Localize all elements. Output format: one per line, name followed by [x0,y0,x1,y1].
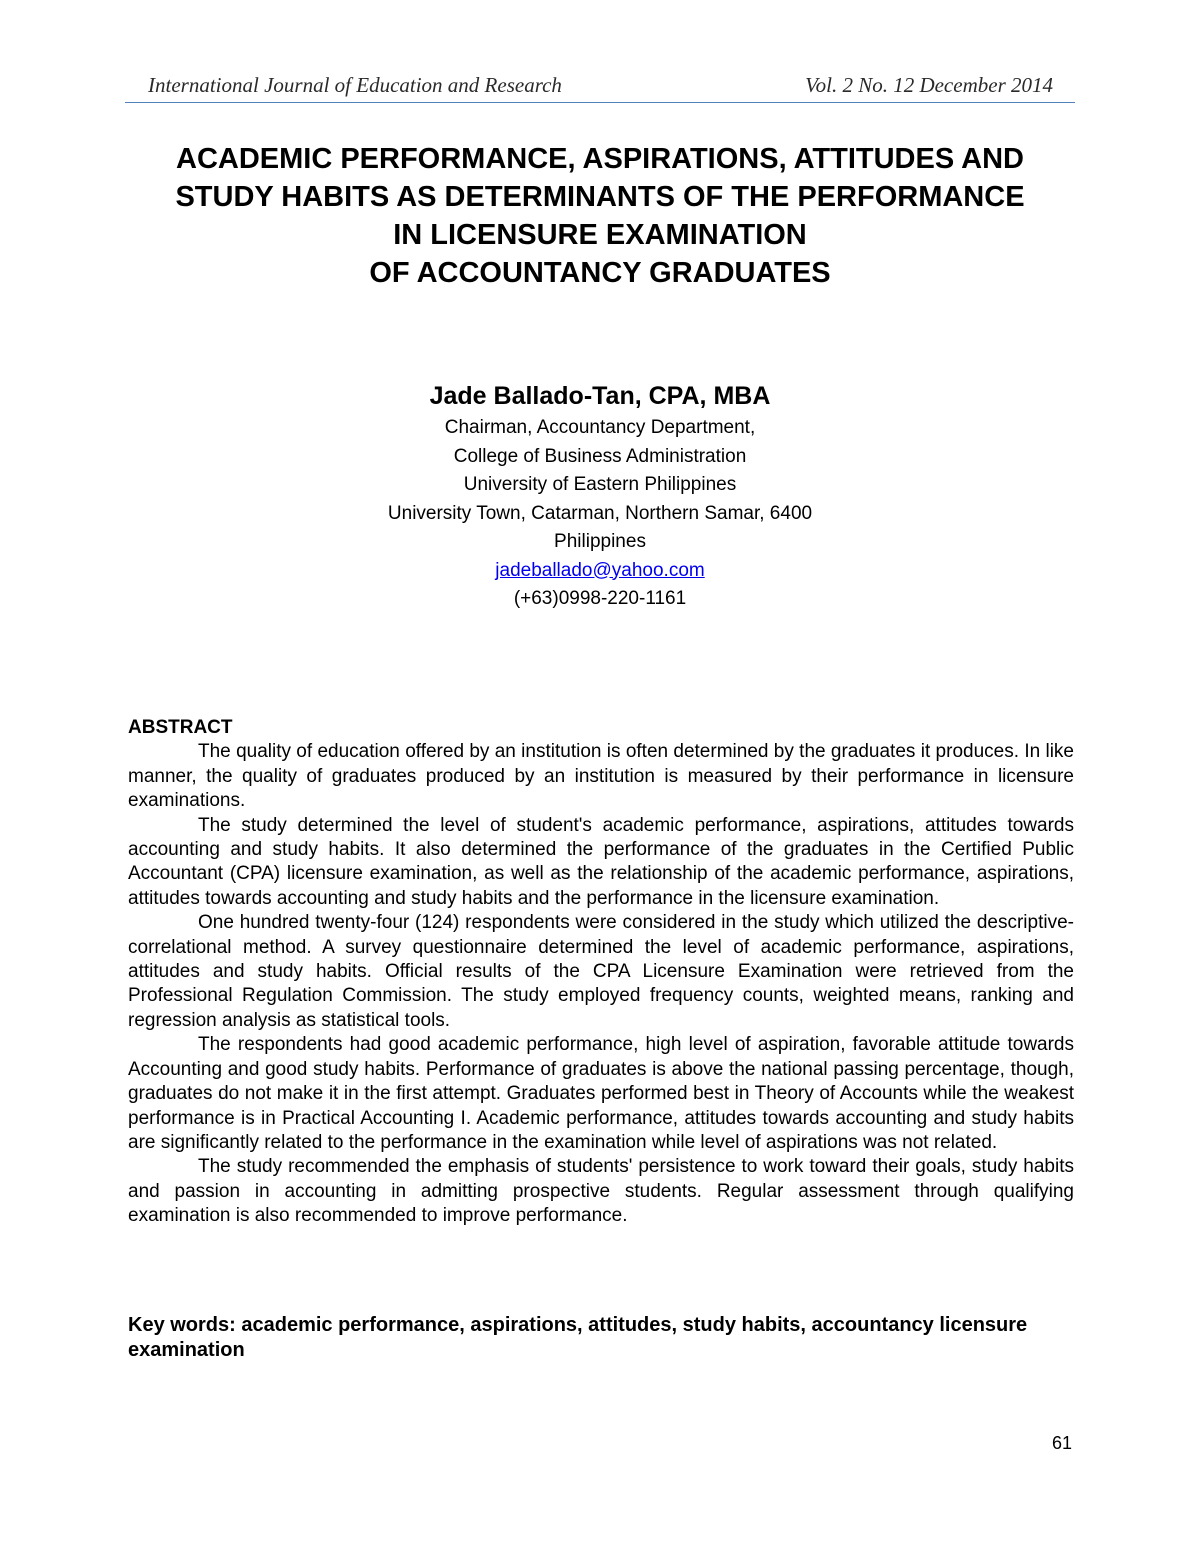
title-line: ACADEMIC PERFORMANCE, ASPIRATIONS, ATTITUDES AND [176,143,1024,175]
abstract-heading: ABSTRACT [128,717,233,738]
abstract-paragraph: The quality of education offered by an institution is often determined by the graduates it produces. In like manner, the quality of graduates produced by an institution is measured by their performance in licensure examinations. [128,741,1074,812]
author-phone: (+63)0998-220-1161 [513,588,687,609]
abstract-paragraph: The study determined the level of student's academic performance, aspirations, attitudes towards accounting and study habits. It also determined the performance of the graduates in the Certified Public Accountant (CPA) licensure examination, as well as the relationship of the academic performance, aspirations, attitudes towards accounting and study habits and the performance in the licensure examination. [128,814,1074,909]
abstract-paragraph: One hundred twenty-four (124) respondents were considered in the study which utilized the descriptive-correlational method. A survey questionnaire determined the level of academic performance, aspirations, attitudes and study habits. Official results of the CPA Licensure Examination were retrieved from the Professional Regulation Commission. The study employed frequency counts, weighted means, ranking and regression analysis as statistical tools. [128,912,1074,1031]
volume-issue: Vol. 2 No. 12 December 2014 [805,73,1053,97]
abstract-section [128,716,1074,1229]
author-college: College of Business Administration [453,445,747,467]
title-line: STUDY HABITS AS DETERMINANTS OF THE PERFORMANCE [175,181,1025,213]
author-address: University Town, Catarman, Northern Samar, 6400 [387,502,813,524]
author-country: Philippines [554,531,646,552]
author-email-link[interactable]: jadeballado@yahoo.com [495,559,705,581]
author-block [100,378,1100,614]
running-header [125,68,1075,103]
title-line: IN LICENSURE EXAMINATION [393,219,807,251]
page-number: 61 [1051,1433,1072,1453]
title-line: OF ACCOUNTANCY GRADUATES [369,257,831,289]
abstract-paragraph: The respondents had good academic performance, high level of aspiration, favorable attitude towards Accounting and good study habits. Performance of graduates is above the national passing percentage, though, graduates do not make it in the first attempt. Graduates performed best in Theory of Accounts while the weakest performance is in Practical Accounting I. Academic performance, attitudes towards accounting and study habits are significantly related to the performance in the examination while level of aspirations was not related. [128,1034,1074,1153]
keywords: Key words: academic performance, aspirations, attitudes, study habits, accountancy licensure examination [128,1314,1028,1361]
abstract-paragraph: The study recommended the emphasis of students' persistence to work toward their goals, study habits and passion in accounting in admitting prospective students. Regular assessment through qualifying examination is also recommended to improve performance. [128,1156,1074,1227]
journal-name: International Journal of Education and Research [148,73,562,97]
paper-title [100,140,1100,292]
author-name: Jade Ballado-Tan, CPA, MBA [429,382,771,410]
author-position: Chairman, Accountancy Department, [444,417,756,438]
author-university: University of Eastern Philippines [463,474,737,495]
